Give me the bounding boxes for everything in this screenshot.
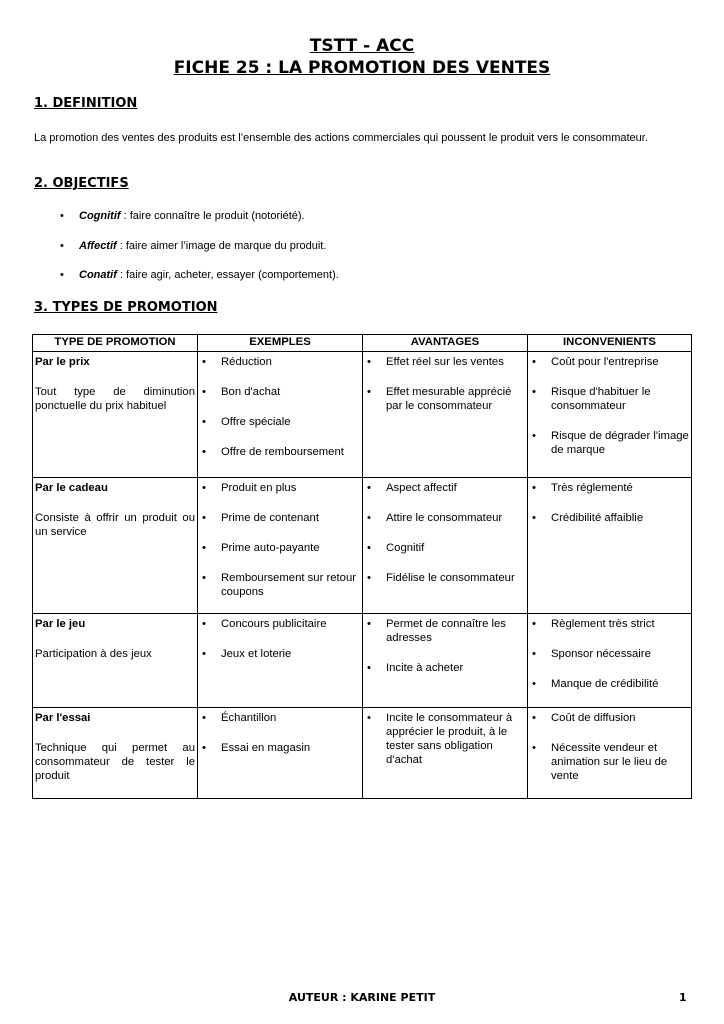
table-row (33, 614, 692, 708)
objective-item: • Affectif : faire aimer l’image de marque du produit. (60, 240, 327, 252)
list-item: • Remboursement sur retour coupons (200, 571, 360, 599)
type-cell (33, 614, 198, 708)
column-header-exemples: EXEMPLES (198, 335, 363, 352)
list-item: • Effet réel sur les ventes (365, 355, 525, 369)
exemples-cell (198, 478, 363, 614)
exemples-cell (198, 708, 363, 799)
list-item: • Risque de dégrader l'image de marque (530, 429, 689, 457)
list-item: • Aspect affectif (365, 481, 525, 495)
column-header-type: TYPE DE PROMOTION (33, 335, 198, 352)
list-item: • Risque d'habituer le consommateur (530, 385, 689, 413)
exemples-cell (198, 352, 363, 478)
promotion-type-title: Par le cadeau (35, 482, 108, 494)
list-item: • Fidélise le consommateur (365, 571, 525, 585)
promotion-types-table (32, 334, 692, 799)
table-header-row (33, 335, 692, 352)
table-row (33, 478, 692, 614)
list-item: • Produit en plus (200, 481, 360, 495)
section-heading-definition: 1. DEFINITION (34, 96, 138, 111)
column-header-avantages: AVANTAGES (363, 335, 528, 352)
avantages-cell (363, 614, 528, 708)
type-cell (33, 352, 198, 478)
promotion-type-description: Tout type de diminution ponctuelle du prix habituel (35, 386, 195, 412)
list-item: • Effet mesurable apprécié par le consommateur (365, 385, 525, 413)
objective-text: : faire aimer l’image de marque du produit. (116, 240, 327, 252)
list-item: • Sponsor nécessaire (530, 647, 689, 661)
promotion-type-title: Par le jeu (35, 618, 86, 630)
list-item: • Prime de contenant (200, 511, 360, 525)
objective-term: Cognitif (79, 210, 121, 222)
list-item: • Crédibilité affaiblie (530, 511, 689, 525)
list-item: • Incite le consommateur à apprécier le produit, à le tester sans obligation d'achat (365, 711, 525, 767)
list-item: • Cognitif (365, 541, 525, 555)
list-item: • Offre de remboursement (200, 445, 360, 459)
list-item: • Coût pour l'entreprise (530, 355, 689, 369)
objective-item: • Conatif : faire agir, acheter, essayer (comportement). (60, 269, 339, 281)
avantages-cell (363, 708, 528, 799)
list-item: • Attire le consommateur (365, 511, 525, 525)
list-item: • Très réglementé (530, 481, 689, 495)
avantages-cell (363, 478, 528, 614)
table-row (33, 352, 692, 478)
list-item: • Incite à acheter (365, 661, 525, 675)
list-item: • Nécessite vendeur et animation sur le lieu de vente (530, 741, 689, 783)
promotion-type-description: Participation à des jeux (35, 648, 152, 660)
promotion-type-title: Par le prix (35, 356, 90, 368)
list-item: • Permet de connaître les adresses (365, 617, 525, 645)
list-item: • Échantillon (200, 711, 360, 725)
inconvenients-cell (528, 352, 692, 478)
exemples-cell (198, 614, 363, 708)
list-item: • Coût de diffusion (530, 711, 689, 725)
inconvenients-cell (528, 708, 692, 799)
list-item: • Règlement très strict (530, 617, 689, 631)
list-item: • Bon d'achat (200, 385, 360, 399)
section-heading-objectifs: 2. OBJECTIFS (34, 176, 129, 191)
document-title-line1: TSTT - ACC (309, 36, 415, 56)
promotion-type-description: Technique qui permet au consommateur de tester le produit (35, 742, 195, 782)
page-number: 1 (679, 991, 687, 1004)
document-title-line2: FICHE 25 : LA PROMOTION DES VENTES (173, 58, 551, 78)
objective-text: : faire connaître le produit (notoriété). (120, 210, 305, 222)
objective-term: Conatif (79, 269, 117, 281)
objective-text: : faire agir, acheter, essayer (comportement). (116, 269, 339, 281)
list-item: • Manque de crédibilité (530, 677, 689, 691)
type-cell (33, 478, 198, 614)
definition-text: La promotion des ventes des produits est l’ensemble des actions commerciales qui poussent le produit vers le consommateur. (34, 132, 648, 144)
avantages-cell (363, 352, 528, 478)
list-item: • Offre spéciale (200, 415, 360, 429)
objective-item: • Cognitif : faire connaître le produit (notoriété). (60, 210, 305, 222)
column-header-inconvenients: INCONVENIENTS (528, 335, 692, 352)
list-item: • Jeux et loterie (200, 647, 360, 661)
type-cell (33, 708, 198, 799)
list-item: • Prime auto-payante (200, 541, 360, 555)
table-row (33, 708, 692, 799)
inconvenients-cell (528, 614, 692, 708)
list-item: • Réduction (200, 355, 360, 369)
promotion-type-description: Consiste à offrir un produit ou un service (35, 512, 195, 538)
section-heading-types: 3. TYPES DE PROMOTION (34, 300, 218, 315)
list-item: • Concours publicitaire (200, 617, 360, 631)
promotion-type-title: Par l'essai (35, 712, 91, 724)
objective-term: Affectif (79, 240, 117, 252)
list-item: • Essai en magasin (200, 741, 360, 755)
footer-author: AUTEUR : KARINE PETIT (288, 991, 436, 1004)
inconvenients-cell (528, 478, 692, 614)
